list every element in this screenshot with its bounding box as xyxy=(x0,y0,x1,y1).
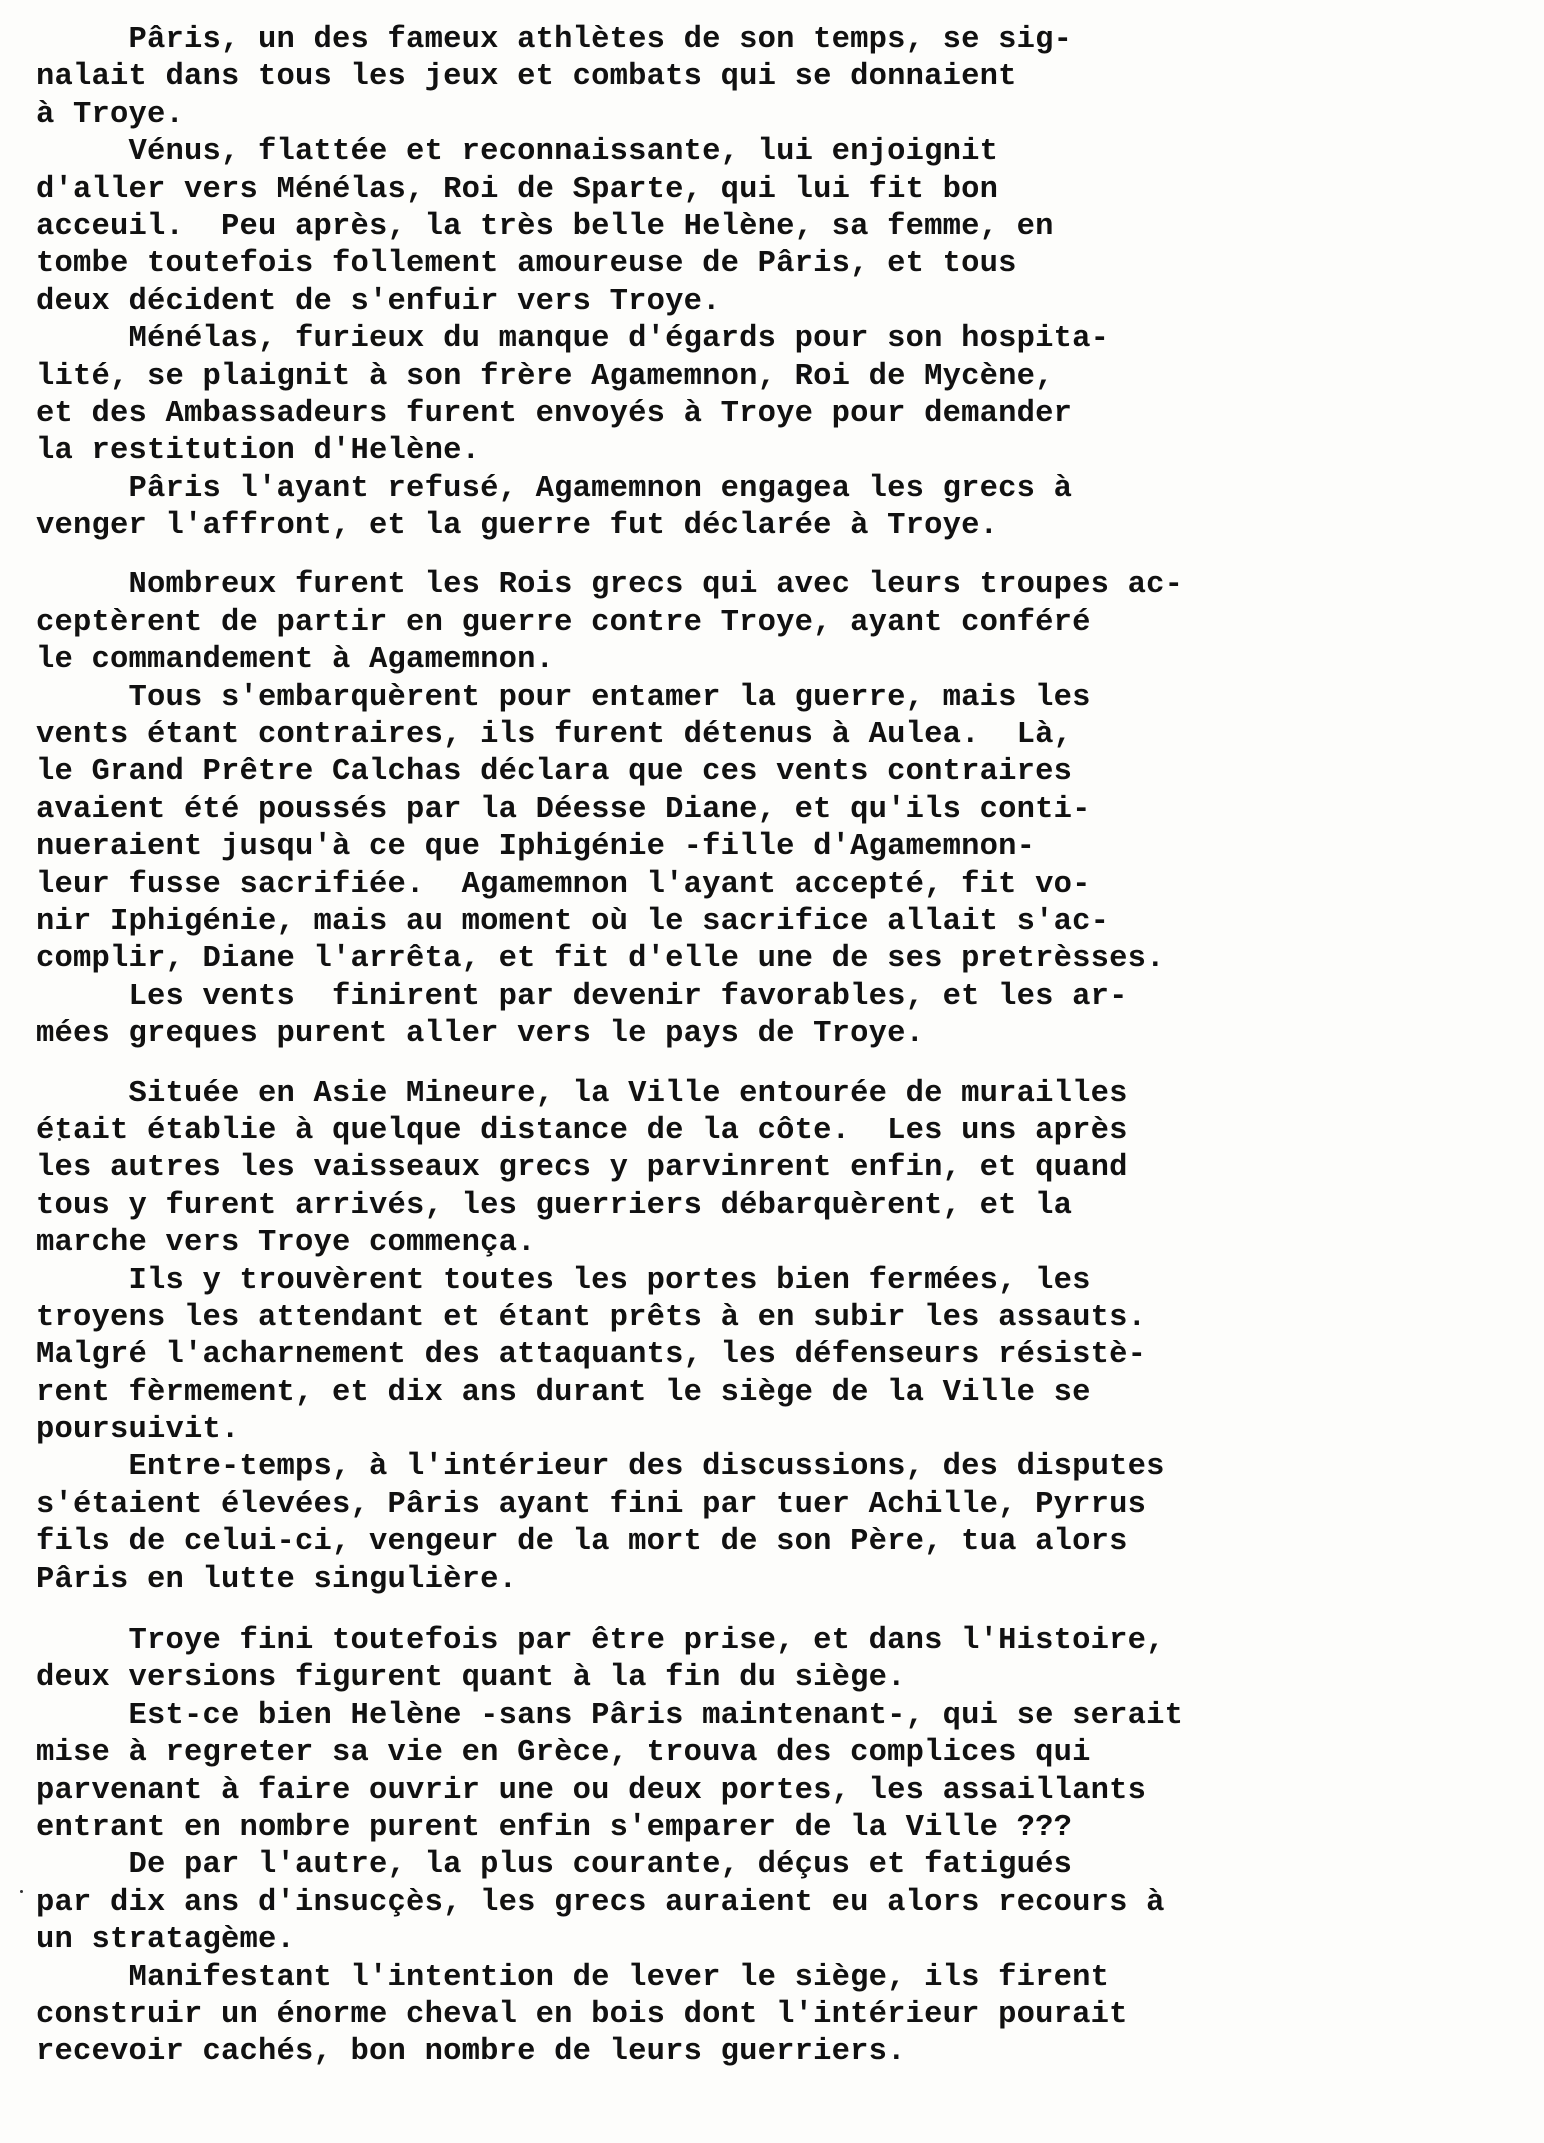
paragraph xyxy=(36,471,1516,546)
text-line: rent fèrmement, et dix ans durant le siège de la Ville se xyxy=(36,1375,1091,1410)
text-line: avaient été poussés par la Déesse Diane, et qu'ils conti- xyxy=(36,792,1091,827)
text-line: nir Iphigénie, mais au moment où le sacrifice allait s'ac- xyxy=(36,904,1110,939)
text-line: marche vers Troye commença. xyxy=(36,1226,536,1261)
paragraph-gap xyxy=(36,1599,1516,1623)
text-line: nalait dans tous les jeux et combats qui se donnaient xyxy=(36,60,1017,95)
text-line: Entre-temps, à l'intérieur des discussions, des disputes xyxy=(36,1450,1165,1485)
text-line: mise à regreter sa vie en Grèce, trouva des complices qui xyxy=(36,1736,1091,1771)
text-line: un stratagème. xyxy=(36,1923,296,1958)
text-line: à Troye. xyxy=(36,97,185,132)
text-line: la restitution d'Helène. xyxy=(36,434,481,469)
text-line: Les vents finirent par devenir favorables, et les ar- xyxy=(36,979,1128,1014)
text-line: Vénus, flattée et reconnaissante, lui enjoignit xyxy=(36,135,999,170)
text-line: fils de celui-ci, vengeur de la mort de son Père, tua alors xyxy=(36,1525,1128,1560)
text-line: et des Ambassadeurs furent envoyés à Troye pour demander xyxy=(36,396,1073,431)
text-line: poursuivit. xyxy=(36,1413,240,1448)
text-line: les autres les vaisseaux grecs y parvinrent enfin, et quand xyxy=(36,1151,1128,1186)
paragraph-gap xyxy=(36,545,1516,567)
text-line: Ils y trouvèrent toutes les portes bien fermées, les xyxy=(36,1263,1091,1298)
text-line: tous y furent arrivés, les guerriers débarquèrent, et la xyxy=(36,1188,1073,1223)
text-line: Malgré l'acharnement des attaquants, les défenseurs résistè- xyxy=(36,1338,1147,1373)
text-line: Pâris, un des fameux athlètes de son temps, se sig- xyxy=(36,23,1073,57)
text-line: leur fusse sacrifiée. Agamemnon l'ayant accepté, fit vo- xyxy=(36,867,1091,902)
text-line: Tous s'embarquèrent pour entamer la guerre, mais les xyxy=(36,680,1091,715)
paragraph xyxy=(36,1263,1516,1450)
text-line: Nombreux furent les Rois grecs qui avec leurs troupes ac- xyxy=(36,568,1184,603)
paragraph xyxy=(36,1623,1516,1698)
ink-speck xyxy=(20,1890,23,1893)
paragraph xyxy=(36,567,1516,679)
paragraph xyxy=(36,1847,1516,1959)
text-line: était établie à quelque distance de la côte. Les uns après xyxy=(36,1113,1128,1148)
text-line: Troye fini toutefois par être prise, et dans l'Histoire, xyxy=(36,1624,1165,1659)
text-line: deux versions figurent quant à la fin du siège. xyxy=(36,1661,906,1696)
text-line: lité, se plaignit à son frère Agamemnon, Roi de Mycène, xyxy=(36,359,1054,394)
text-line: Pâris en lutte singulière. xyxy=(36,1562,518,1597)
text-line: ceptèrent de partir en guerre contre Troye, ayant conféré xyxy=(36,605,1091,640)
text-line: Manifestant l'intention de lever le siège, ils firent xyxy=(36,1960,1110,1995)
text-line: mées greques purent aller vers le pays de Troye. xyxy=(36,1017,925,1052)
text-line: nueraient jusqu'à ce que Iphigénie -fille d'Agamemnon- xyxy=(36,830,1036,865)
paragraph-gap xyxy=(36,1054,1516,1076)
text-line: troyens les attendant et étant prêts à en subir les assauts. xyxy=(36,1300,1147,1335)
text-line: le commandement à Agamemnon. xyxy=(36,643,555,678)
text-line: Est-ce bien Helène -sans Pâris maintenant-, qui se serait xyxy=(36,1698,1184,1733)
text-line: complir, Diane l'arrêta, et fit d'elle une de ses pretrèsses. xyxy=(36,942,1165,977)
text-line: De par l'autre, la plus courante, déçus et fatigués xyxy=(36,1848,1073,1883)
paragraph xyxy=(36,1076,1516,1263)
text-line: par dix ans d'insucçès, les grecs auraient eu alors recours à xyxy=(36,1885,1165,1920)
paragraph xyxy=(36,134,1516,321)
text-line: acceuil. Peu après, la très belle Helène, sa femme, en xyxy=(36,209,1054,244)
text-line: Située en Asie Mineure, la Ville entourée de murailles xyxy=(36,1076,1128,1111)
text-line: d'aller vers Ménélas, Roi de Sparte, qui lui fit bon xyxy=(36,172,999,207)
paragraph xyxy=(36,1960,1516,2072)
text-line: venger l'affront, et la guerre fut déclarée à Troye. xyxy=(36,509,999,544)
text-line: deux décident de s'enfuir vers Troye. xyxy=(36,284,721,319)
text-line: recevoir cachés, bon nombre de leurs guerriers. xyxy=(36,2035,906,2070)
paragraph xyxy=(36,680,1516,979)
typescript-body xyxy=(36,22,1516,2072)
text-line: Pâris l'ayant refusé, Agamemnon engagea les grecs à xyxy=(36,471,1073,506)
text-line: parvenant à faire ouvrir une ou deux portes, les assaillants xyxy=(36,1773,1147,1808)
text-line: vents étant contraires, ils furent détenus à Aulea. Là, xyxy=(36,718,1073,753)
text-line: entrant en nombre purent enfin s'emparer de la Ville ??? xyxy=(36,1810,1073,1845)
text-line: s'étaient élevées, Pâris ayant fini par tuer Achille, Pyrrus xyxy=(36,1487,1147,1522)
text-line: construir un énorme cheval en bois dont l'intérieur pourait xyxy=(36,1997,1128,2032)
paragraph xyxy=(36,1698,1516,1848)
paragraph xyxy=(36,1449,1516,1599)
text-line: le Grand Prêtre Calchas déclara que ces vents contraires xyxy=(36,755,1073,790)
text-line: tombe toutefois follement amoureuse de Pâris, et tous xyxy=(36,247,1017,282)
paragraph xyxy=(36,22,1516,134)
paragraph xyxy=(36,321,1516,471)
text-line: Ménélas, furieux du manque d'égards pour son hospita- xyxy=(36,322,1110,357)
paragraph xyxy=(36,979,1516,1054)
